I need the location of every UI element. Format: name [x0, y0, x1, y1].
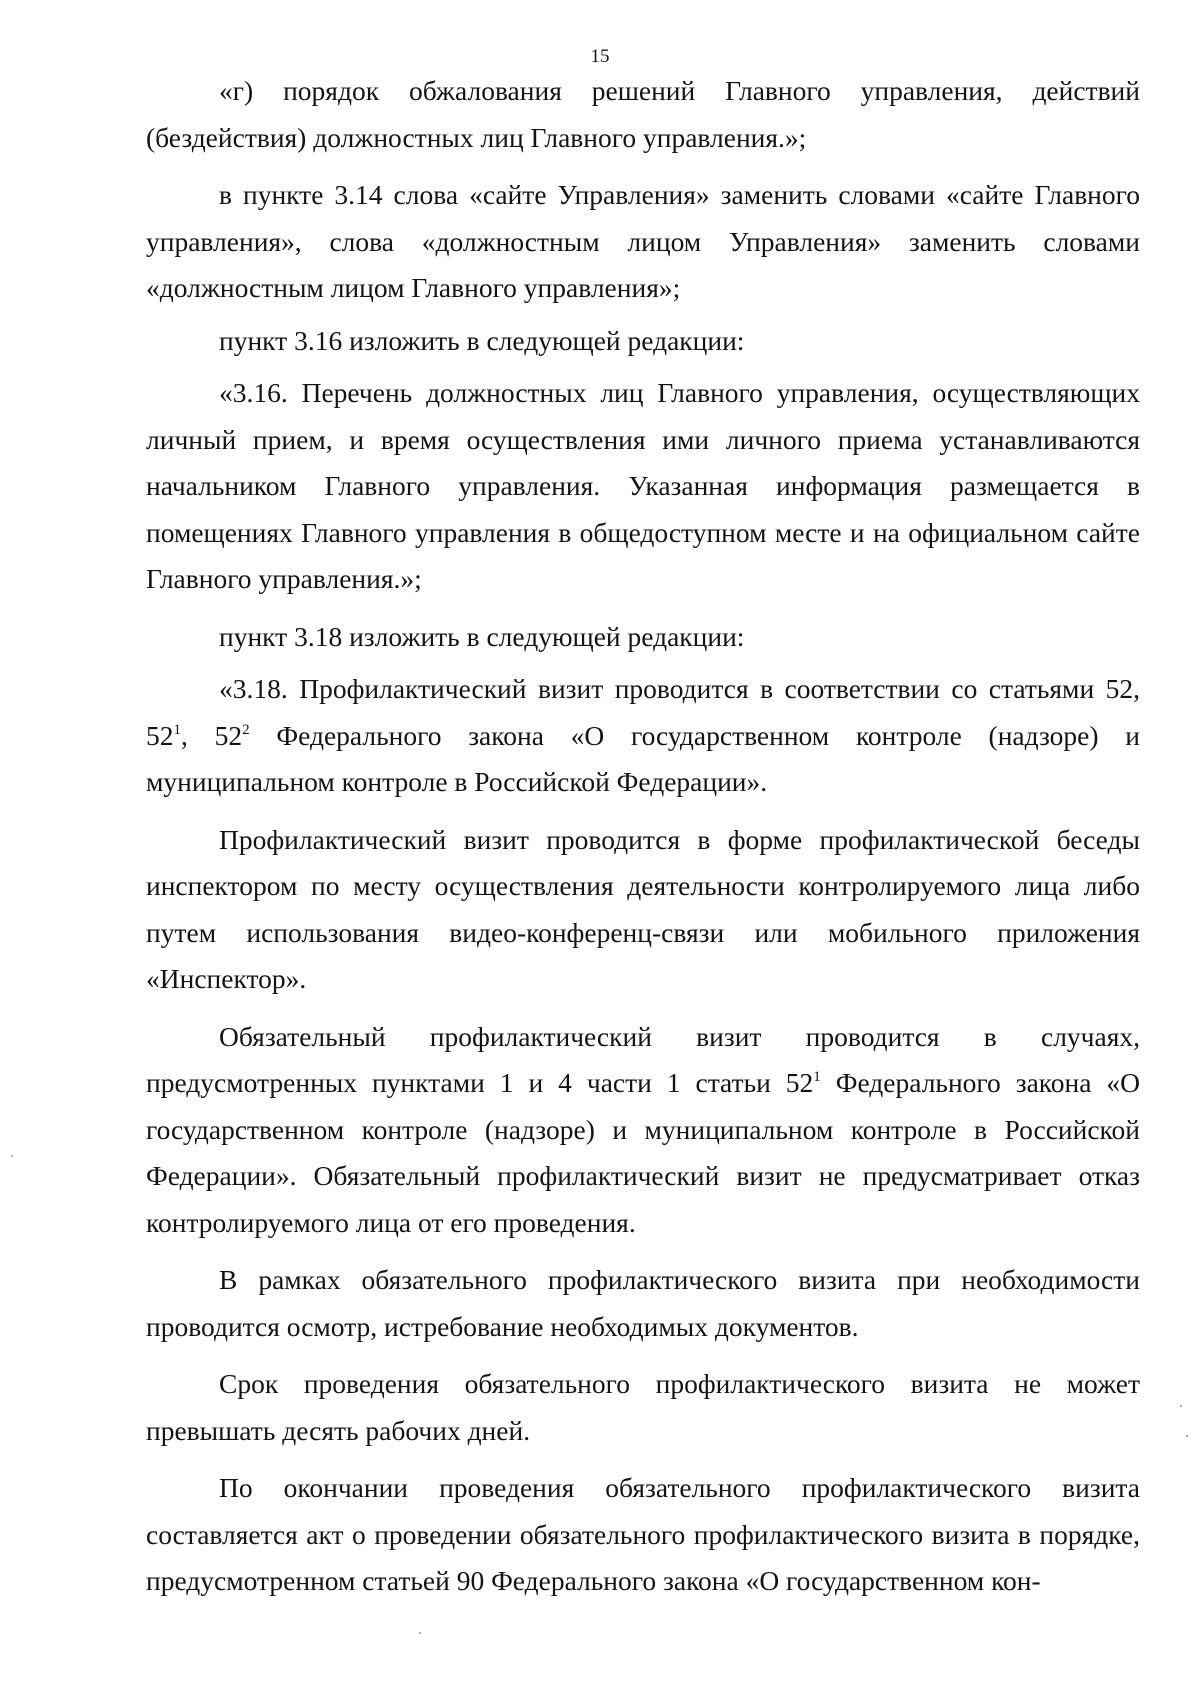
paragraph-visit-act: По окончании проведения обязательного профилактического визита составляется акт о проведении обязательного профилактического визита в порядке, предусмотренном статьей 90 Федерального закона «О государственном кон- — [146, 1472, 1140, 1596]
paragraph-clause-3-14: в пункте 3.14 слова «сайте Управления» заменить словами «сайте Главного управления», слова «должностным лицом Управления» заменить словами «должностным лицом Главного управления»; — [146, 179, 1140, 303]
mandatory-visit-part1: Обязательный профилактический визит проводится в случаях, предусмотренных пунктами 1 и 4 части 1 статьи 52 — [146, 1020, 1140, 1098]
scan-speck — [1186, 1435, 1188, 1437]
document-body — [146, 68, 1140, 1605]
article-superscript-1: 1 — [173, 721, 181, 738]
clause-3-18-text-part2: , 52 — [181, 719, 243, 751]
paragraph-visit-term: Срок проведения обязательного профилактического визита не может превышать десять рабочих дней. — [146, 1368, 1140, 1446]
paragraph-clause-3-16-intro: пункт 3.16 изложить в следующей редакции: — [219, 324, 745, 356]
paragraph-clause-3-18-intro: пункт 3.18 изложить в следующей редакции: — [219, 620, 745, 652]
article-superscript-2: 2 — [242, 721, 250, 738]
paragraph-appeal-procedure: «г) порядок обжалования решений Главного управления, действий (бездействия) должностных лиц Главного управления.»; — [146, 75, 1140, 153]
page-number: 15 — [590, 46, 610, 67]
article-superscript-mandatory: 1 — [813, 1069, 821, 1085]
paragraph-inspection: В рамках обязательного профилактического визита при необходимости проводится осмотр, истребование необходимых документов. — [146, 1264, 1140, 1342]
paragraph-mandatory-visit — [146, 1014, 1140, 1247]
scan-speck — [11, 1155, 13, 1157]
paragraph-clause-3-16-text: «3.16. Перечень должностных лиц Главного управления, осуществляющих личный прием, и время осуществления ими личного приема устанавливаются начальником Главного управления. Указанная информация размещается в помещениях Главного управления в общедоступном месте и на официальном сайте Главного управления.»; — [146, 377, 1140, 594]
scan-speck — [419, 1632, 421, 1634]
mandatory-visit-part2: Федерального закона «О государственном контроле (надзоре) и муниципальном контроле в Российской Федерации». Обязательный профилактический визит не предусматривает отказ контролируемого лица от его проведения. — [146, 1067, 1140, 1238]
scan-speck — [1180, 1405, 1182, 1407]
paragraph-visit-form: Профилактический визит проводится в форме профилактической беседы инспектором по месту осуществления деятельности контролируемого лица либо путем использования видео-конференц-связи или мобильного приложения «Инспектор». — [146, 823, 1140, 994]
clause-3-18-text-part3: Федерального закона «О государственном контроле (надзоре) и муниципальном контроле в Российской Федерации». — [146, 719, 1140, 797]
paragraph-clause-3-18-text — [146, 666, 1140, 806]
clause-3-18-text-part1: «3.18. Профилактический визит проводится в соответствии со статьями 52, 52 — [146, 673, 1140, 751]
